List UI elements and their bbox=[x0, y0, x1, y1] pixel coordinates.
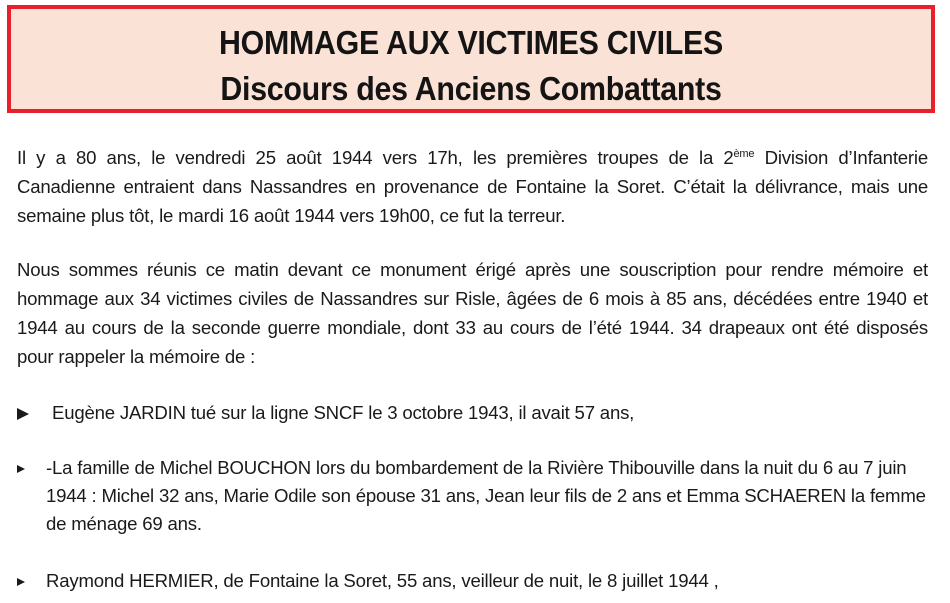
list-item-text: Eugène JARDIN tué sur la ligne SNCF le 3 octobre 1943, il avait 57 ans, bbox=[52, 402, 635, 423]
arrow-right-icon bbox=[17, 399, 39, 427]
list-item bbox=[17, 454, 928, 538]
title-main: HOMMAGE AUX VICTIMES CIVILES bbox=[219, 24, 723, 61]
arrow-right-icon bbox=[17, 567, 39, 595]
intro-paragraph bbox=[17, 143, 928, 230]
list-item bbox=[17, 567, 928, 595]
title-subtitle: Discours des Anciens Combattants bbox=[220, 70, 722, 107]
list-item-text: Raymond HERMIER, de Fontaine la Soret, 55 ans, veilleur de nuit, le 8 juillet 1944 , bbox=[46, 570, 719, 591]
list-item bbox=[17, 399, 928, 427]
intro-text-end: Division d’Infanterie Canadienne entraient dans Nassandres en provenance de Fontaine la Soret. C’était la délivrance, mais une semaine plus tôt, le mardi 16 août 1944 vers 19h00, ce fut la terreur. bbox=[17, 147, 928, 226]
arrow-right-icon bbox=[17, 454, 39, 482]
intro-text-start: Il y a 80 ans, le vendredi 25 août 1944 vers 17h, les premières troupes de la 2 bbox=[17, 147, 734, 168]
title-banner bbox=[7, 5, 935, 113]
ordinal-superscript: ème bbox=[733, 148, 755, 160]
tribute-paragraph: Nous sommes réunis ce matin devant ce monument érigé après une souscription pour rendre mémoire et hommage aux 34 victimes civiles de Nassandres sur Risle, âgées de 6 mois à 85 ans, décédées entre 1940 et 1944 au cours de la seconde guerre mondiale, dont 33 au cours de l’été 1944. 34 drapeaux ont été disposés pour rappeler la mémoire de : bbox=[17, 259, 928, 367]
list-item-text: -La famille de Michel BOUCHON lors du bombardement de la Rivière Thibouville dans la nuit du 6 au 7 juin 1944 : Michel 32 ans, Marie Odile son épouse 31 ans, Jean leur fils de 2 ans et Emma SCHAEREN la femme de ménage 69 ans. bbox=[46, 457, 926, 534]
